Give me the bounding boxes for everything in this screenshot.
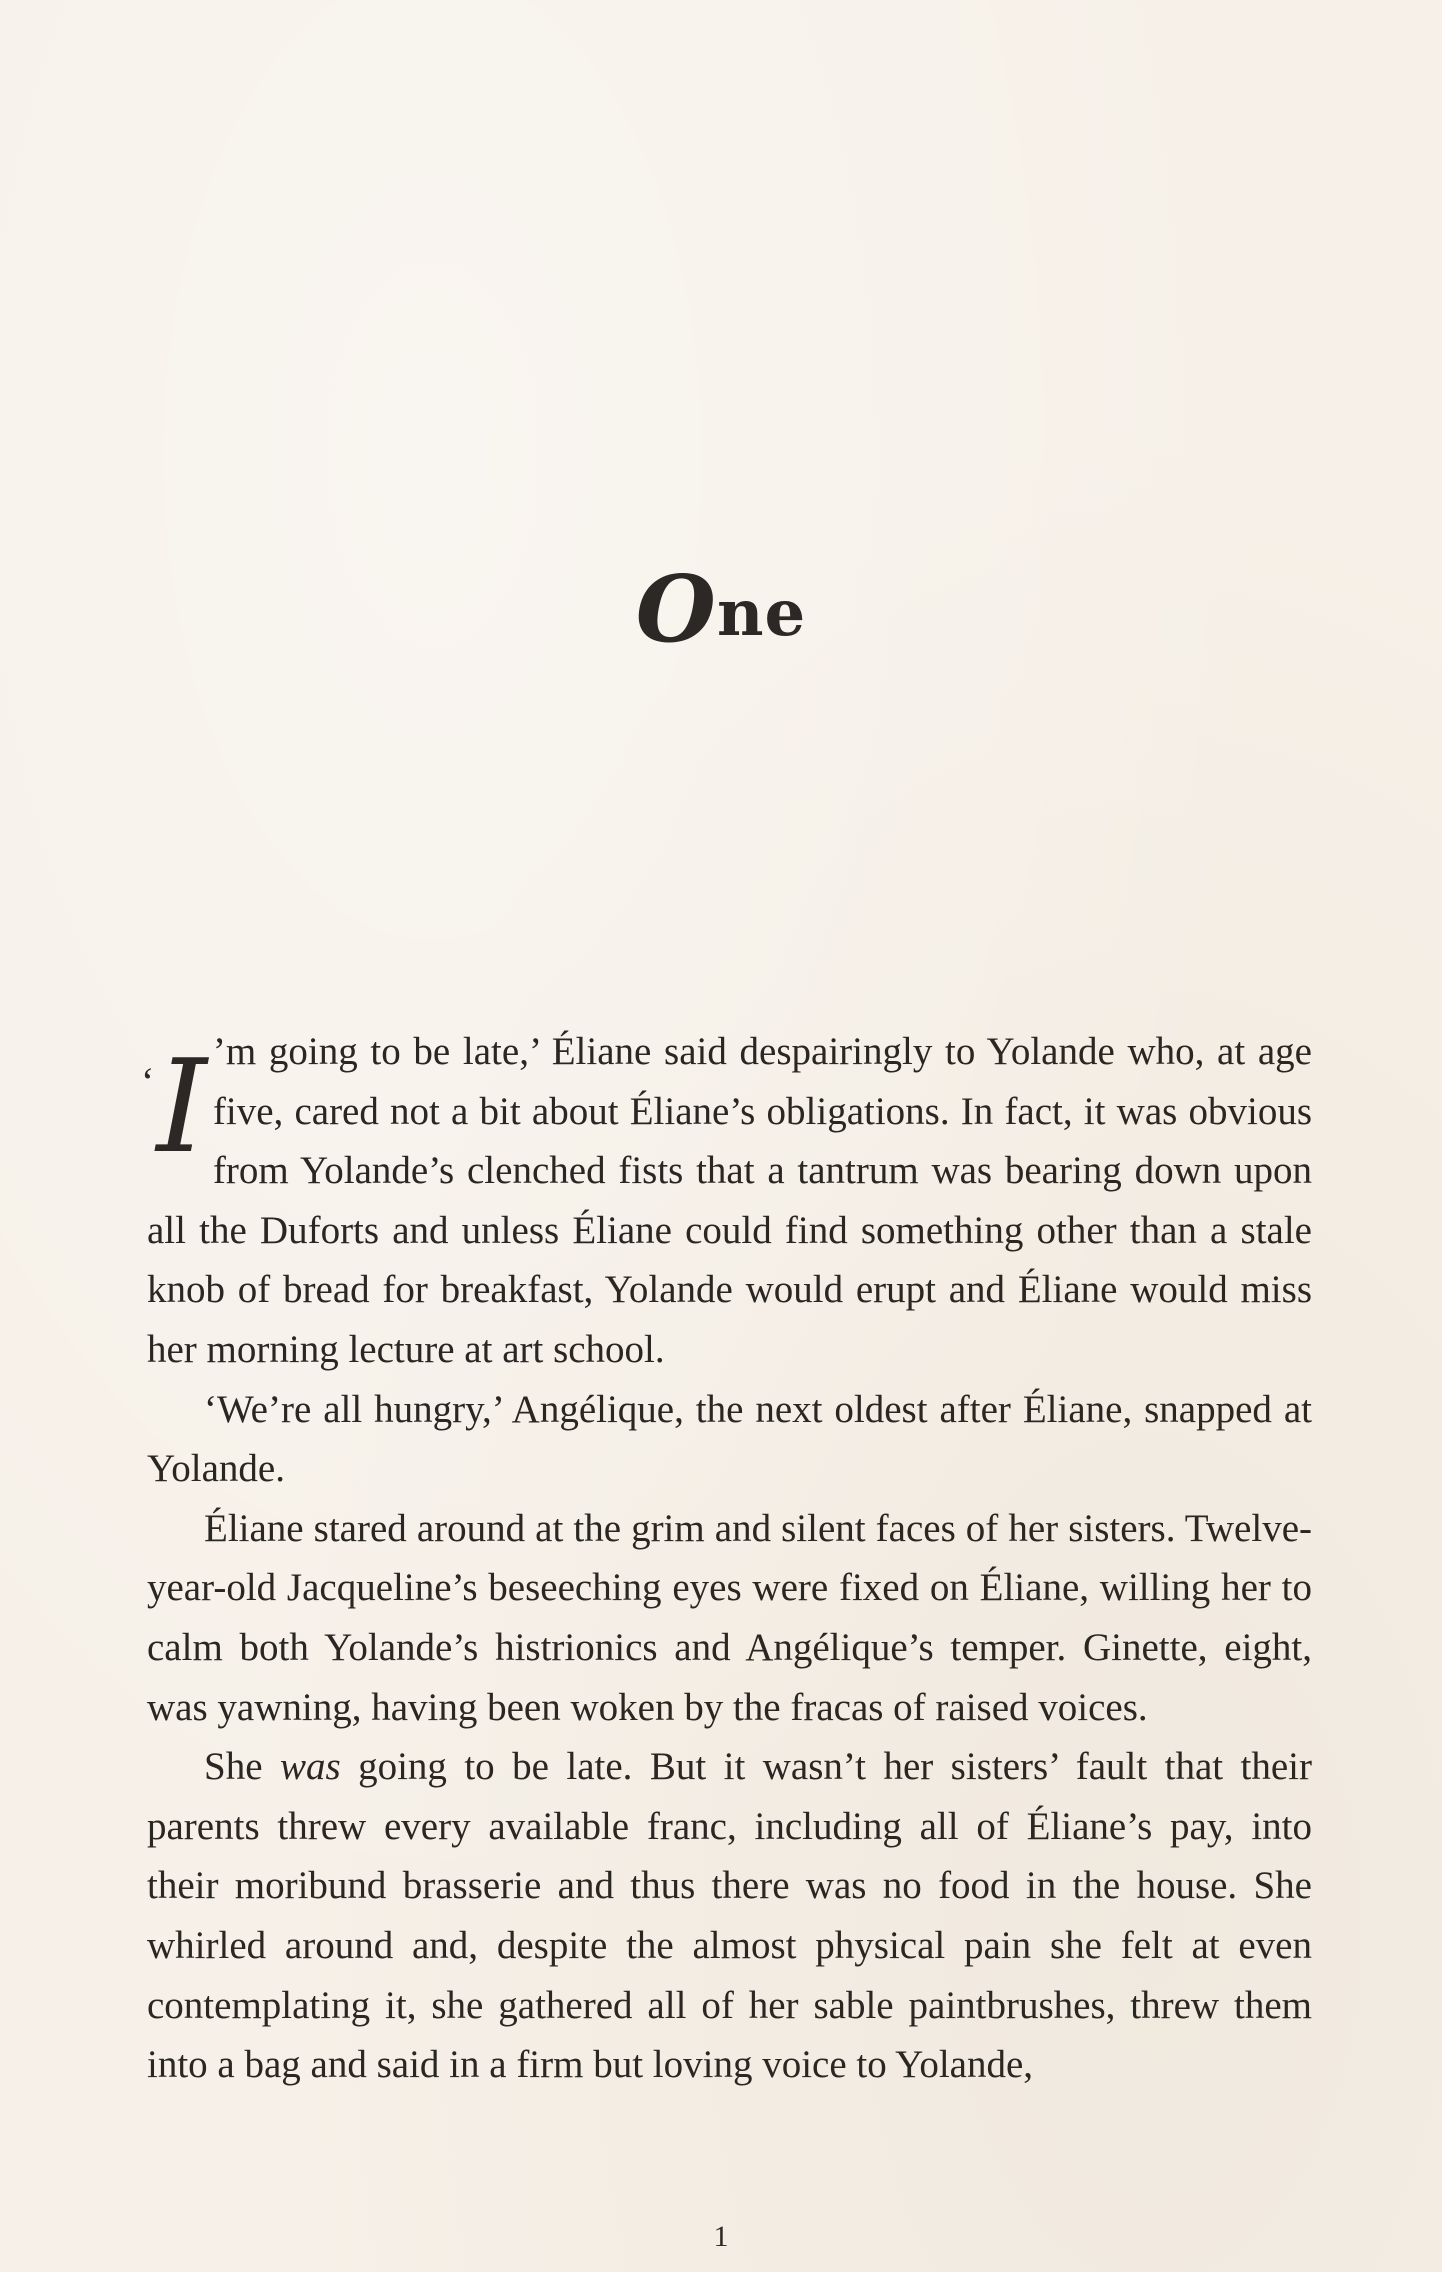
chapter-title-initial: O	[635, 554, 717, 663]
paragraph-4-after: going to be late. But it wasn’t her sisters’ fault that their parents threw every available franc, including all of Éliane’s pay, into their moribund brasserie and thus there was no food in the house. She whirled around and, despite the almost physical pain she felt at even contemplating it, she gathered all of her sable paintbrushes, threw them into a bag and said in a firm but loving voice to Yolande,	[147, 1745, 1312, 2087]
drop-cap-letter: I	[156, 1033, 207, 1182]
paragraph-3: Éliane stared around at the grim and silent faces of her sisters. Twelve-year-old Jacqueline’s beseeching eyes were fixed on Éliane, willing her to calm both Yolande’s histrionics and Angélique’s temper. Ginette, eight, was yawning, having been woken by the fracas of raised voices.	[147, 1506, 1312, 1729]
chapter-title-rest: ne	[716, 575, 807, 651]
paragraph-4-before: She	[204, 1745, 280, 1789]
drop-cap	[141, 1032, 207, 1182]
paragraph-1-text: ’m going to be late,’ Éliane said despairingly to Yolande who, at age five, cared not a bit about Éliane’s obligations. In fact, it was obvious from Yolande’s clenched fists that a tantrum was bearing down upon all the Duforts and unless Éliane could find something other than a stale knob of bread for breakfast, Yolande would erupt and Éliane would miss her morning lecture at art school.	[147, 1030, 1312, 1371]
chapter-title	[0, 554, 1442, 663]
paragraph-4	[147, 1737, 1312, 2095]
paragraph-2: ‘We’re all hungry,’ Angélique, the next oldest after Éliane, snapped at Yolande.	[147, 1387, 1312, 1491]
paragraph-4-emphasis: was	[279, 1745, 341, 1789]
body-text	[141, 1022, 1312, 2095]
drop-cap-quote: ‘	[141, 1059, 155, 1104]
paragraph-1	[141, 1022, 1312, 1380]
page-number: 1	[713, 2220, 729, 2253]
